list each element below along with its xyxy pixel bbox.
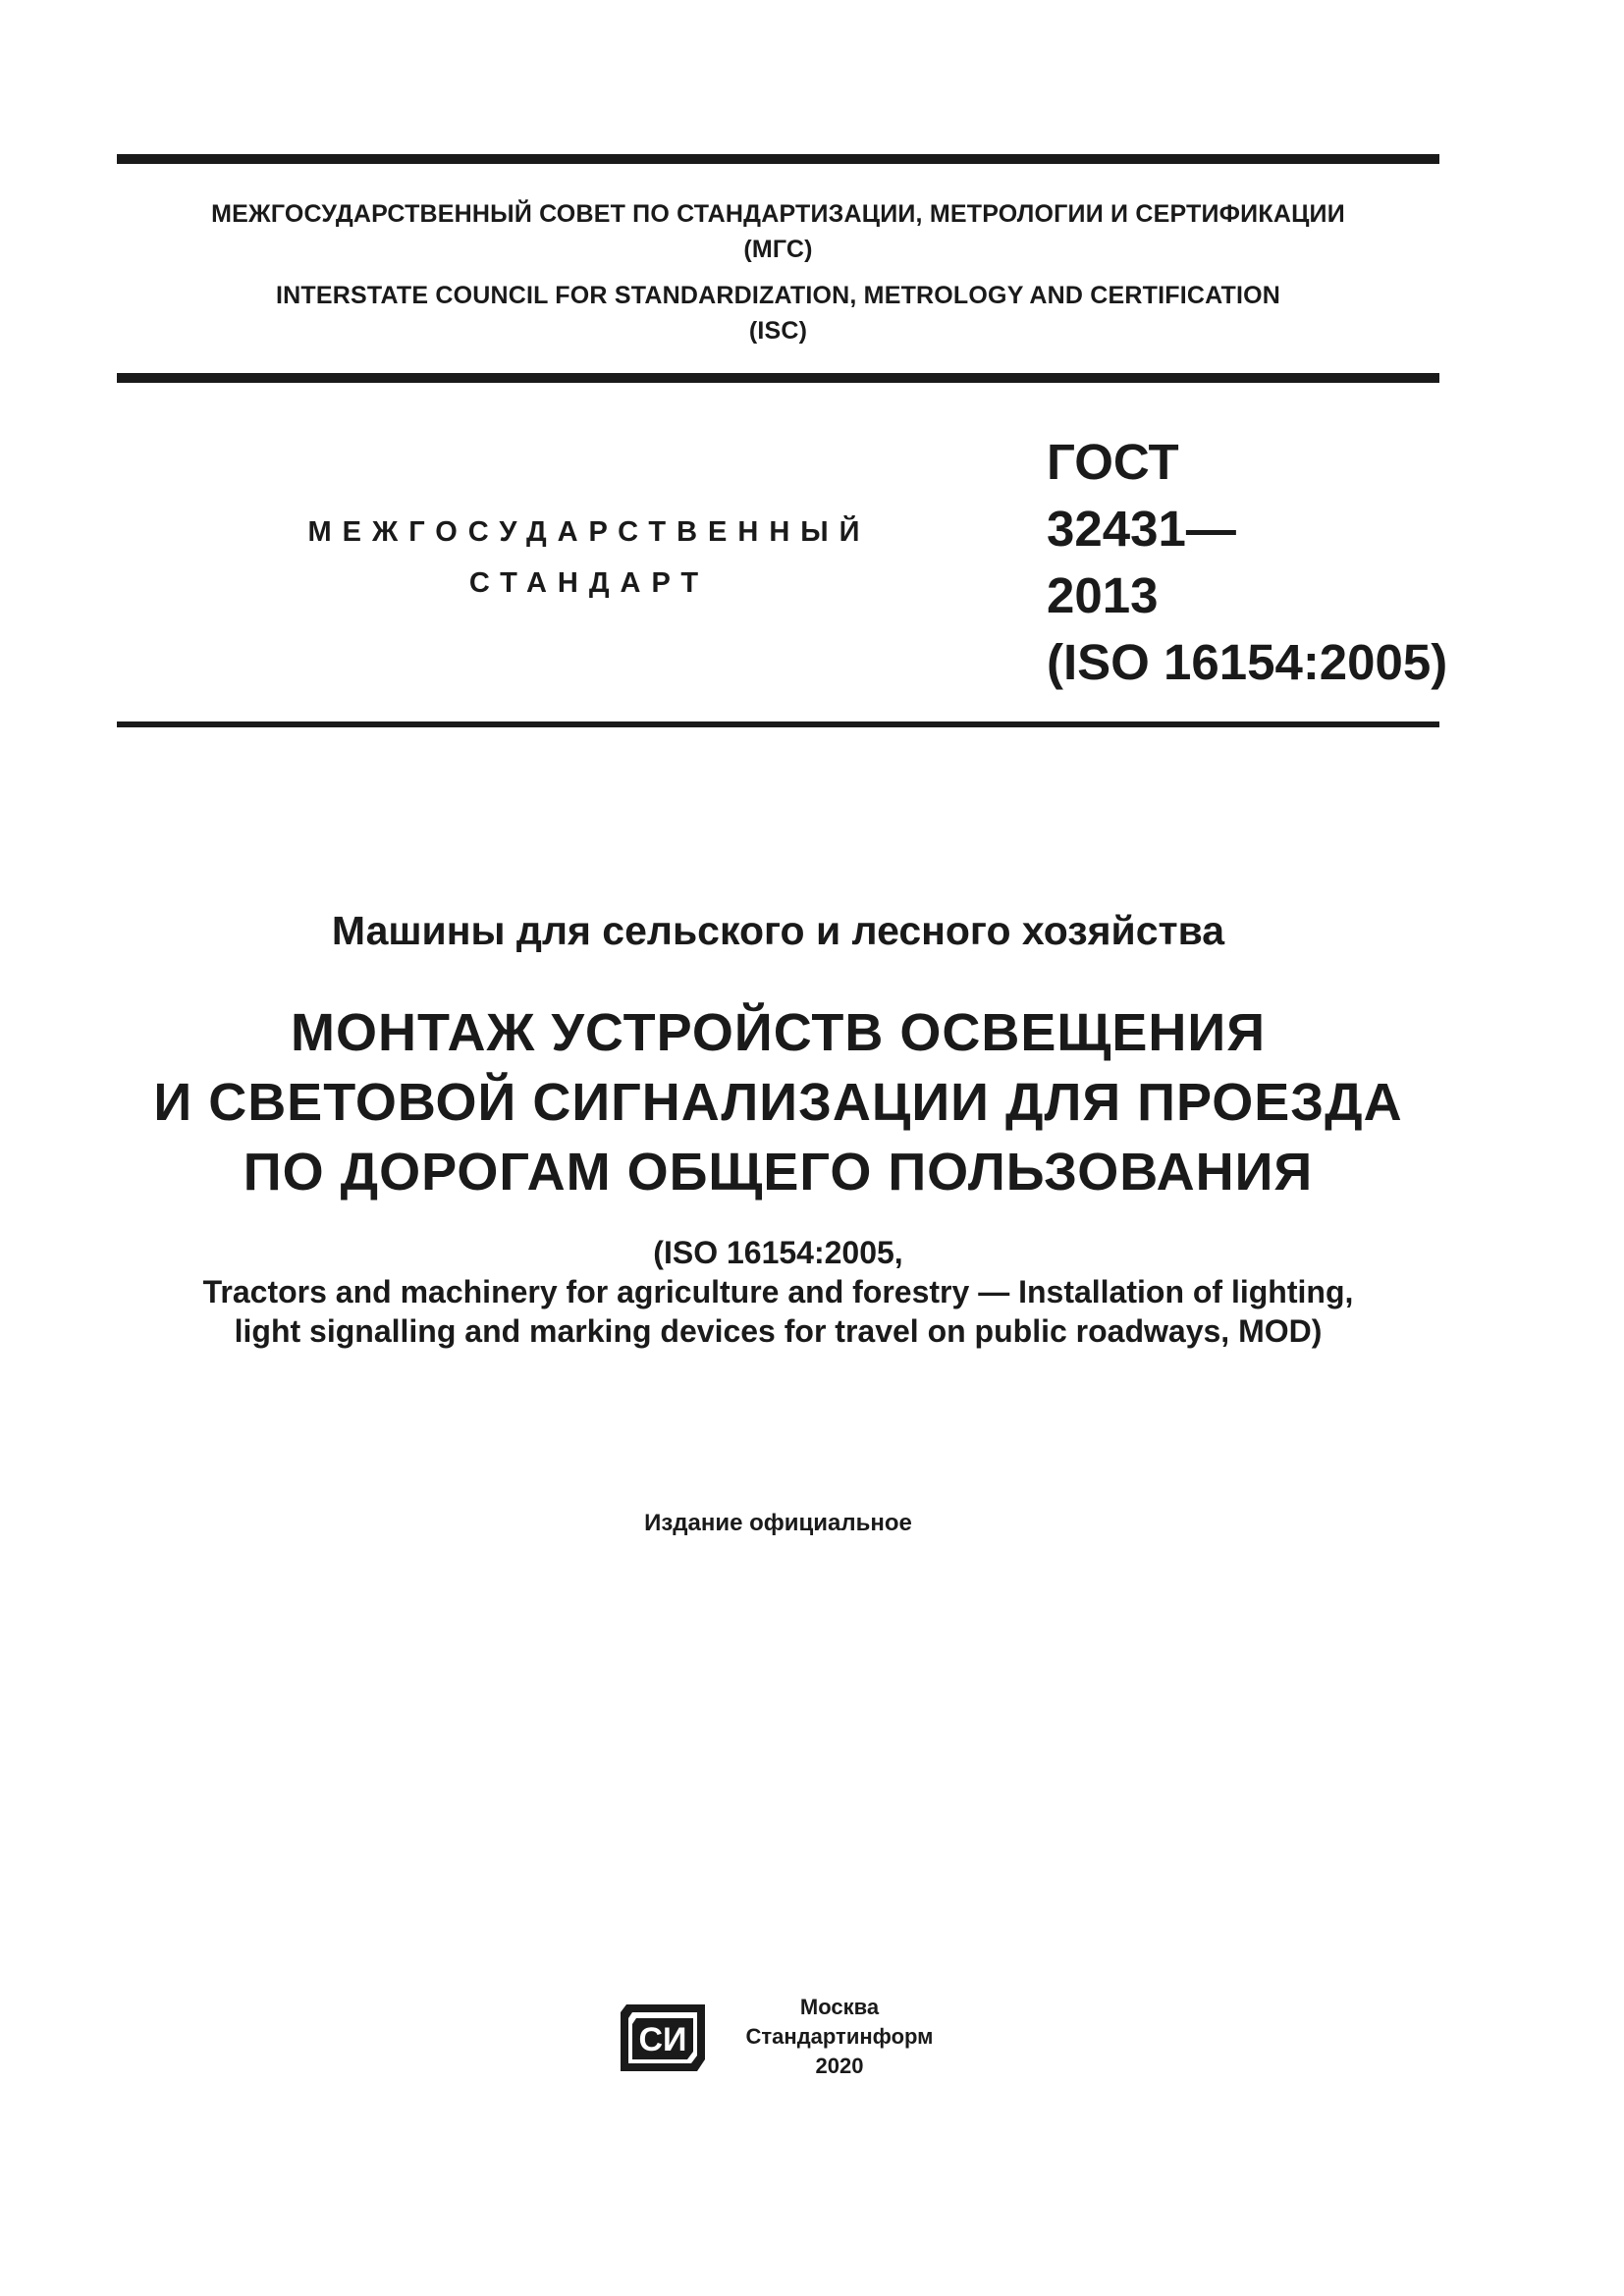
iso-reference-line3: light signalling and marking devices for travel on public roadways, MOD) bbox=[234, 1313, 1323, 1349]
designation-bottom-rule bbox=[117, 721, 1439, 727]
publisher-logo-text: СИ bbox=[638, 2021, 687, 2058]
standard-code-year: 2013 bbox=[1047, 567, 1159, 623]
standard-type-line1: МЕЖГОСУДАРСТВЕННЫЙ bbox=[307, 516, 871, 548]
standard-code-number: 32431— bbox=[1047, 501, 1236, 557]
publisher-name: Стандартинформ bbox=[745, 2024, 934, 2049]
standard-code-gost: ГОСТ bbox=[1047, 434, 1179, 490]
publisher-logo-icon bbox=[619, 1999, 707, 2077]
council-abbr-ru: (МГС) bbox=[743, 236, 813, 263]
top-rule bbox=[117, 154, 1439, 164]
council-name-ru: МЕЖГОСУДАРСТВЕННЫЙ СОВЕТ ПО СТАНДАРТИЗАЦИИ, МЕТРОЛОГИИ И СЕРТИФИКАЦИИ bbox=[211, 200, 1345, 228]
standard-type-line2: СТАНДАРТ bbox=[468, 567, 710, 599]
document-title-line2: И СВЕТОВОЙ СИГНАЛИЗАЦИИ ДЛЯ ПРОЕЗДА bbox=[153, 1073, 1403, 1132]
publisher-city: Москва bbox=[799, 1995, 880, 2019]
document-subtitle: Машины для сельского и лесного хозяйства bbox=[331, 908, 1225, 953]
council-name-en: INTERSTATE COUNCIL FOR STANDARDIZATION, METROLOGY AND CERTIFICATION bbox=[275, 282, 1281, 309]
edition-label: Издание официальное bbox=[644, 1510, 912, 1536]
council-abbr-en: (ISC) bbox=[748, 317, 808, 345]
standard-code-iso: (ISO 16154:2005) bbox=[1047, 634, 1448, 690]
document-title-line1: МОНТАЖ УСТРОЙСТВ ОСВЕЩЕНИЯ bbox=[290, 1003, 1267, 1062]
iso-reference-line2: Tractors and machinery for agriculture and forestry — Installation of lighting, bbox=[202, 1274, 1354, 1309]
publisher-year: 2020 bbox=[815, 2054, 864, 2078]
document-title-line3: ПО ДОРОГАМ ОБЩЕГО ПОЛЬЗОВАНИЯ bbox=[243, 1143, 1314, 1201]
header-bottom-rule bbox=[117, 373, 1439, 383]
iso-reference-line1: (ISO 16154:2005, bbox=[653, 1235, 903, 1270]
